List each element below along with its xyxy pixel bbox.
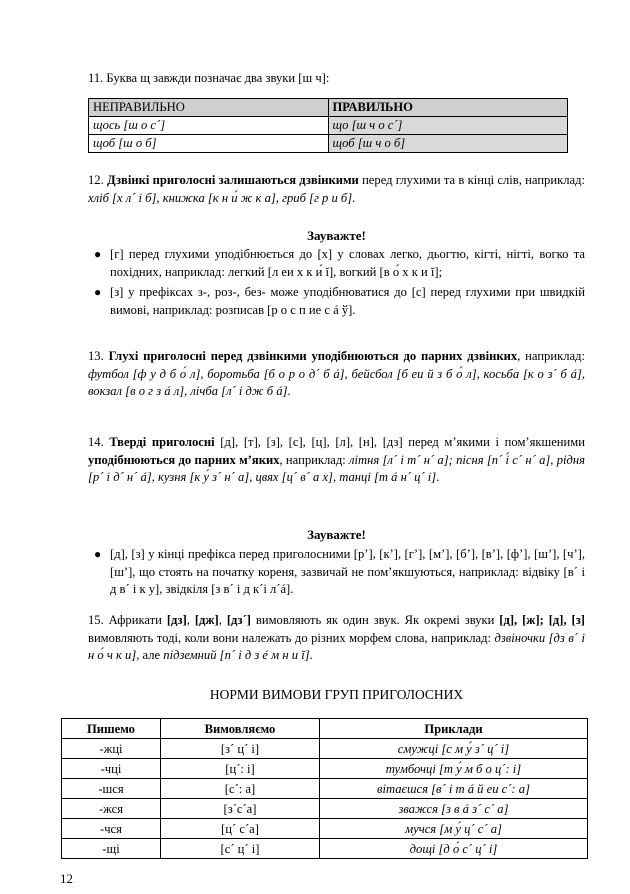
pronounced-cell: [з´ ц´ і]	[161, 739, 320, 759]
table-row	[62, 779, 588, 799]
header-wrong: НЕПРАВИЛЬНО	[89, 99, 329, 117]
norms-header-row	[62, 719, 588, 739]
item-12-number: 12.	[88, 173, 104, 187]
comparison-table	[88, 98, 568, 153]
written-cell: -жся	[62, 799, 161, 819]
list-item	[88, 546, 585, 599]
item-15-example-1: дзвіночки [дз в´ і н о́ ч к и]	[88, 630, 585, 663]
written-cell: -чся	[62, 819, 161, 839]
pronounced-cell: [ц´ с´а]	[161, 819, 320, 839]
written-cell: -жці	[62, 739, 161, 759]
table-row	[62, 799, 588, 819]
list-item	[88, 246, 585, 281]
item-13-text: , наприклад:	[517, 349, 585, 363]
table-row	[89, 117, 568, 135]
item-15-text-c: вимовляють тоді, коли вони належать до різних морфем слова, наприклад:	[88, 630, 495, 645]
item-13-examples: футбол [ф у д б о́ л], боротьба [б о р о д´ б á], бейсбол [б еи й з б о́ л], косьба [к о з´ б á], вокзал [в о г з á л], лічба [л´ і дж б á]	[88, 366, 585, 399]
item-11-text: 11. Буква щ завжди позначає два звуки [ш ч]:	[88, 71, 330, 85]
item-14-text-a: [д], [т], [з], [с], [ц], [л], [н], [дз] перед м’якими і пом’якшеними	[214, 435, 585, 449]
pronounced-cell: [ц´: і]	[161, 759, 320, 779]
item-12-text: перед глухими та в кінці слів, наприклад:	[358, 173, 585, 187]
note-2-title: Зауважте!	[307, 527, 366, 542]
right-cell: що [ш ч о с´]	[328, 117, 568, 135]
item-13-rule: Глухі приголосні перед дзвінкими уподібнюються до парних дзвінких	[108, 349, 518, 363]
item-12	[88, 172, 585, 207]
list-item	[88, 284, 585, 319]
comparison-header-row	[89, 99, 568, 117]
affricate-dzh: [дж]	[194, 613, 219, 627]
item-15	[88, 612, 585, 665]
header-pronounced: Вимовляємо	[161, 719, 320, 739]
bullet-icon: ●	[94, 285, 102, 300]
written-cell: -шся	[62, 779, 161, 799]
example-cell: вітаєшся [в´ і т á й еи с´: а]	[320, 779, 588, 799]
affricate-dz-soft: [дз´]	[226, 613, 251, 627]
note-1-list	[88, 246, 585, 322]
norms-title: НОРМИ ВИМОВИ ГРУП ПРИГОЛОСНИХ	[209, 687, 464, 702]
header-right: ПРАВИЛЬНО	[328, 99, 568, 117]
table-row	[62, 739, 588, 759]
bullet-icon: ●	[94, 547, 102, 561]
item-15-example-2: підземний [п´ і д з é м н и ĭ]	[163, 648, 310, 663]
item-12-rule: Дзвінкі приголосні залишаються дзвінкими	[107, 173, 359, 187]
separator: ,	[218, 613, 227, 627]
table-row	[62, 759, 588, 779]
item-12-end: .	[352, 190, 356, 205]
item-13	[88, 348, 585, 401]
example-cell: зважся [з в á з´ с´ а]	[320, 799, 588, 819]
item-14-end: .	[436, 470, 440, 485]
wrong-cell: щось [ш о с´]	[89, 117, 329, 135]
header-examples: Приклади	[320, 719, 588, 739]
written-cell: -чці	[62, 759, 161, 779]
table-row	[62, 819, 588, 839]
separator: ,	[186, 613, 195, 627]
page-number: 12	[60, 871, 73, 886]
table-row	[89, 135, 568, 153]
wrong-cell: щоб [ш о б]	[89, 135, 329, 153]
example-cell: тумбочці [т у́ м б о ц´: і]	[320, 759, 588, 779]
item-15-text-d: , але	[136, 648, 164, 663]
item-12-examples: хліб [х л´ і б], книжка [к н и́ ж к а], гриб [г р и б]	[88, 190, 353, 205]
item-13-number: 13.	[88, 349, 104, 363]
pronounced-cell: [с´ ц´ і]	[161, 839, 320, 859]
written-cell: -щі	[62, 839, 161, 859]
item-11	[88, 70, 585, 88]
item-14-examples: літня [л´ і т´ н´ а]; пісня [п´ і́ с´ н´ а], рідня [р´ і д´ н´ á], кузня [к у́ з´ н´ а], цвях [ц´ в´ а х], танці [т á н´ ц´ і]	[88, 452, 585, 485]
note-2-list	[88, 546, 585, 602]
note-1-bullet-text: [г] перед глухими уподібнюється до [х] у словах легко, дьогтю, кігті, нігті, вогко та похідних, наприклад: легкий [л еи х к и́ ĭ], вогкий [в о́ х к и ĭ];	[110, 247, 585, 279]
item-14	[88, 434, 585, 487]
example-cell: дощі [д о́ с´ ц´ і]	[320, 839, 588, 859]
item-14-rule-b: уподібнюються до парних м’яких	[88, 452, 280, 467]
example-cell: смужці [с м у́ з´ ц´ і]	[320, 739, 588, 759]
note-2-bullet-text: [д], [з] у кінці префікса перед приголосними [р’], [к’], [г’], [м’], [б’], [в’], [ф’], [ш’], [ч’], [ш’], що стоять на початку кореня, зазвичай не пом’якшуються, наприклад: відвіку [в´ і д в´ і к у], звідкіля [з в´ і д к´і л´á].	[110, 547, 585, 597]
affricate-dz: [дз]	[166, 613, 187, 627]
item-15-text-a: 15. Африкати	[88, 613, 167, 627]
item-15-text-b: вимовляють як один звук. Як окремі звуки	[250, 613, 500, 627]
item-15-sounds: [д], [ж]; [д], [з]	[499, 613, 586, 627]
note-1-bullet-text: [з] у префіксах з-, роз-, без- може уподібнюватися до [с] перед глухими при швидкій вимові, наприклад: розписав [р о с п иe с á ў].	[110, 285, 585, 317]
item-13-end: .	[287, 384, 291, 399]
header-written: Пишемо	[62, 719, 161, 739]
note-1-title: Зауважте!	[307, 228, 366, 243]
norms-table	[61, 718, 588, 859]
bullet-icon: ●	[94, 247, 102, 261]
item-15-end: .	[309, 648, 313, 663]
item-14-number: 14.	[88, 435, 104, 449]
item-14-text-b: , наприклад:	[279, 452, 350, 467]
table-row	[62, 839, 588, 859]
right-cell: щоб [ш ч о б]	[328, 135, 568, 153]
pronounced-cell: [с´: а]	[161, 779, 320, 799]
pronounced-cell: [з´с´а]	[161, 799, 320, 819]
item-14-rule-a: Тверді приголосні	[109, 435, 215, 449]
example-cell: мучся [м у́ ц´ с´ а]	[320, 819, 588, 839]
